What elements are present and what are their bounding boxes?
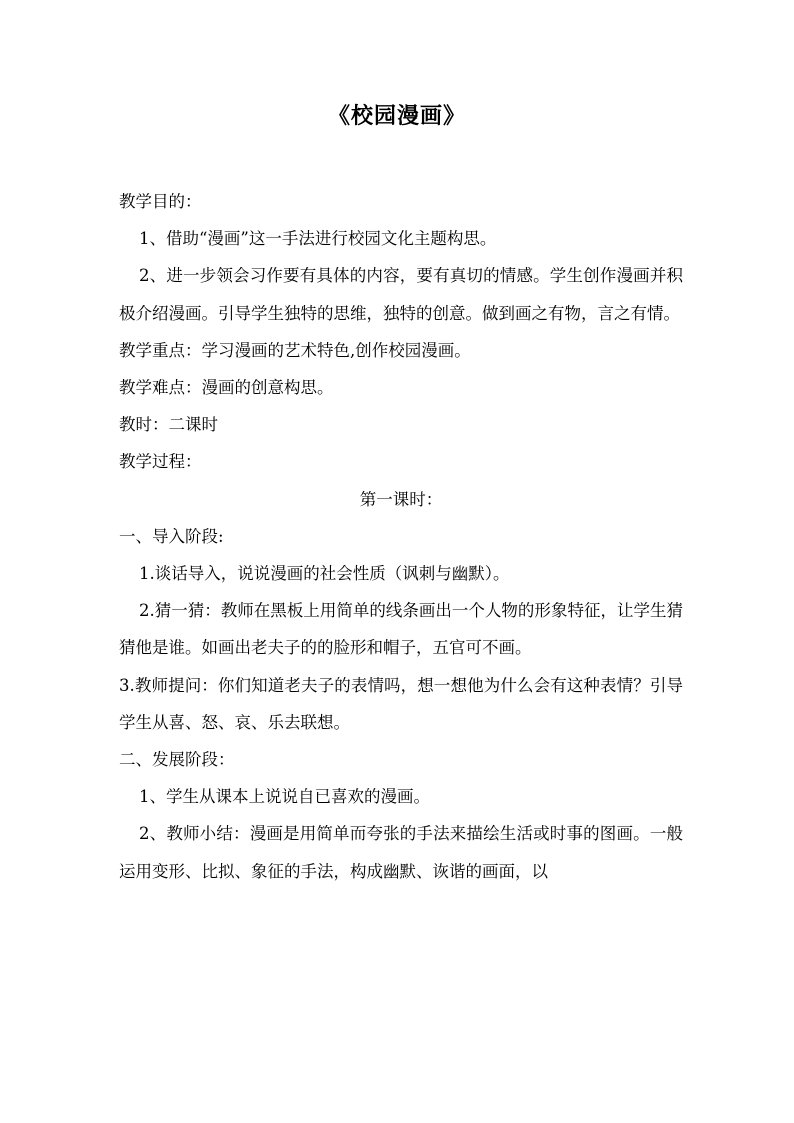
paragraph-step-1: 1.谈话导入，说说漫画的社会性质（讽刺与幽默）。 <box>139 564 510 584</box>
paragraph-section-1-heading: 一、导入阶段: <box>119 526 224 546</box>
paragraph-teaching-goals-heading: 教学目的： <box>119 192 202 211</box>
paragraph-goal-2: 2、进一步领会习作要有具体的内容，要有真切的情感。学生创作漫画并积极介绍漫画。引导学生独特的思维，独特的创意。做到画之有物，言之有情。 <box>119 266 683 323</box>
document-title: 《校园漫画》 <box>327 103 466 129</box>
paragraph-section-2-heading: 二、发展阶段： <box>119 750 235 770</box>
document-body <box>119 183 683 890</box>
paragraph-teaching-difficulty: 教学难点：漫画的创意构思。 <box>119 378 334 398</box>
paragraph-dev-step-2: 2、教师小结：漫画是用简单而夸张的手法来描绘生活或时事的图画。一般运用变形、比拟、象征的手法，构成幽默、诙谐的画面，以 <box>119 824 683 881</box>
paragraph-class-hours: 教时：二课时 <box>119 415 218 435</box>
paragraph-teaching-process-heading: 教学过程： <box>119 452 202 472</box>
paragraph-dev-step-1: 1、学生从课本上说说自已喜欢的漫画。 <box>139 787 430 807</box>
paragraph-goal-1: 1、借助“漫画”这一手法进行校园文化主题构思。 <box>139 229 497 249</box>
paragraph-step-3: 3.教师提问：你们知道老夫子的表情吗，想一想他为什么会有这种表情？引导学生从喜、怒、哀、乐去联想。 <box>119 675 683 732</box>
paragraph-first-lesson-heading: 第一课时： <box>359 489 443 509</box>
paragraph-teaching-focus: 教学重点：学习漫画的艺术特色,创作校园漫画。 <box>119 340 471 360</box>
paragraph-step-2: 2.猜一猜：教师在黑板上用简单的线条画出一个人物的形象特征，让学生猜猜他是谁。如画出老夫子的的脸形和帽子，五官可不画。 <box>119 601 683 658</box>
